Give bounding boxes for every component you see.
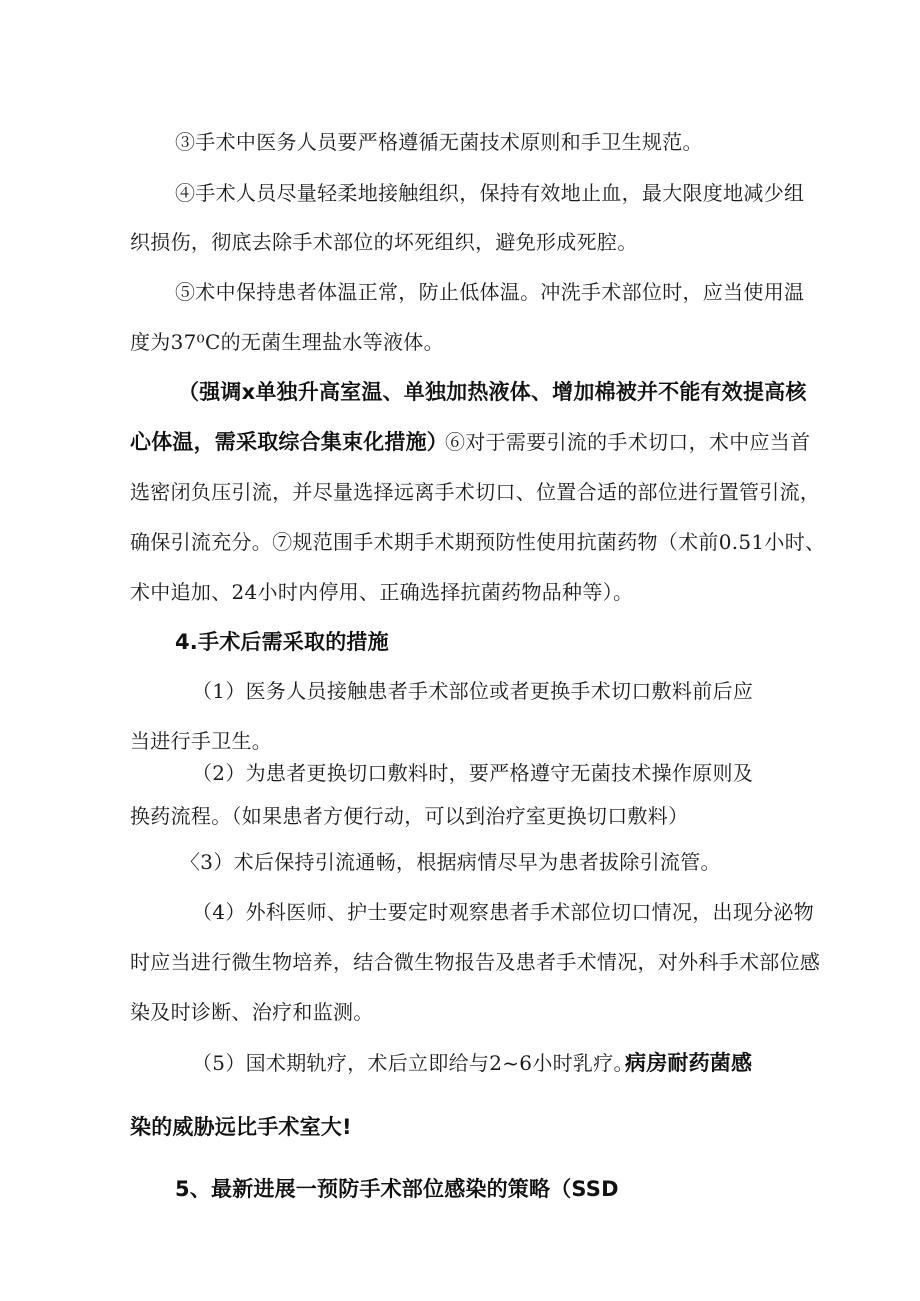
item-5-line-1: ⑤术中保持患者体温正常，防止低体温。冲洗手术部位时，应当使用温 (175, 280, 805, 304)
post-op-2-line-2: 换药流程。（如果患者方便行动，可以到治疗室更换切口敷料） (130, 804, 689, 828)
post-op-4-line-1: （4）外科医师、护士要定时观察患者手术部位切口情况，出现分泌物 (192, 900, 815, 924)
section-4-heading: 4.手术后需采取的措施 (175, 630, 389, 654)
item-6-line-1: ⑥对于需要引流的手术切口，术中应当首 (445, 430, 811, 454)
item-6-line-2: 选密闭负压引流，并尽量选择远离手术切口、位置合适的部位进行置管引流， (130, 480, 821, 504)
item-4-line-2: 织损伤，彻底去除手术部位的坏死组织，避免形成死腔。 (130, 230, 638, 254)
item-3-text: ③手术中医务人员要严格遵循无菌技术原则和手卫生规范。 (175, 130, 703, 154)
emphasis-note-line-2: 心体温，需采取综合集束化措施） (130, 430, 448, 454)
ward-warning-line-1: 病房耐药菌感 (625, 1051, 753, 1075)
post-op-4-line-3: 染及时诊断、治疗和监测。 (130, 1000, 374, 1024)
item-5-line-2: 度为37⁰C的无菌生理盐水等液体。 (130, 330, 444, 354)
post-op-2-line-1: （2）为患者更换切口敷料时，要严格遵守无菌技术操作原则及 (192, 761, 754, 785)
post-op-3-text: 〈3）术后保持引流通畅，根据病情尽早为患者拔除引流管。 (180, 850, 721, 874)
item-7-line-2: 术中追加、24小时内停用、正确选择抗菌药物品种等）。 (130, 580, 634, 604)
section-5-heading: 5、最新进展一预防手术部位感染的策略（SSD (175, 1177, 619, 1201)
post-op-4-line-2: 时应当进行微生物培养，结合微生物报告及患者手术情况，对外科手术部位感 (130, 950, 821, 974)
item-7-line-1: 确保引流充分。⑦规范围手术期手术期预防性使用抗菌药物（术前0.51小时、 (130, 530, 826, 554)
emphasis-note-line-1: （强调x单独升高室温、单独加热液体、增加棉被并不能有效提高核 (178, 380, 807, 404)
post-op-5-line-1: （5）国术期轨疗，术后立即给与2~6小时乳疗。 (192, 1051, 634, 1075)
post-op-1-line-2: 当进行手卫生。 (130, 729, 273, 753)
post-op-1-line-1: （1）医务人员接触患者手术部位或者更换手术切口敷料前后应 (192, 679, 754, 703)
ward-warning-line-2: 染的威胁远比手术室大! (130, 1115, 352, 1139)
item-4-line-1: ④手术人员尽量轻柔地接触组织，保持有效地止血，最大限度地减少组 (175, 181, 805, 205)
